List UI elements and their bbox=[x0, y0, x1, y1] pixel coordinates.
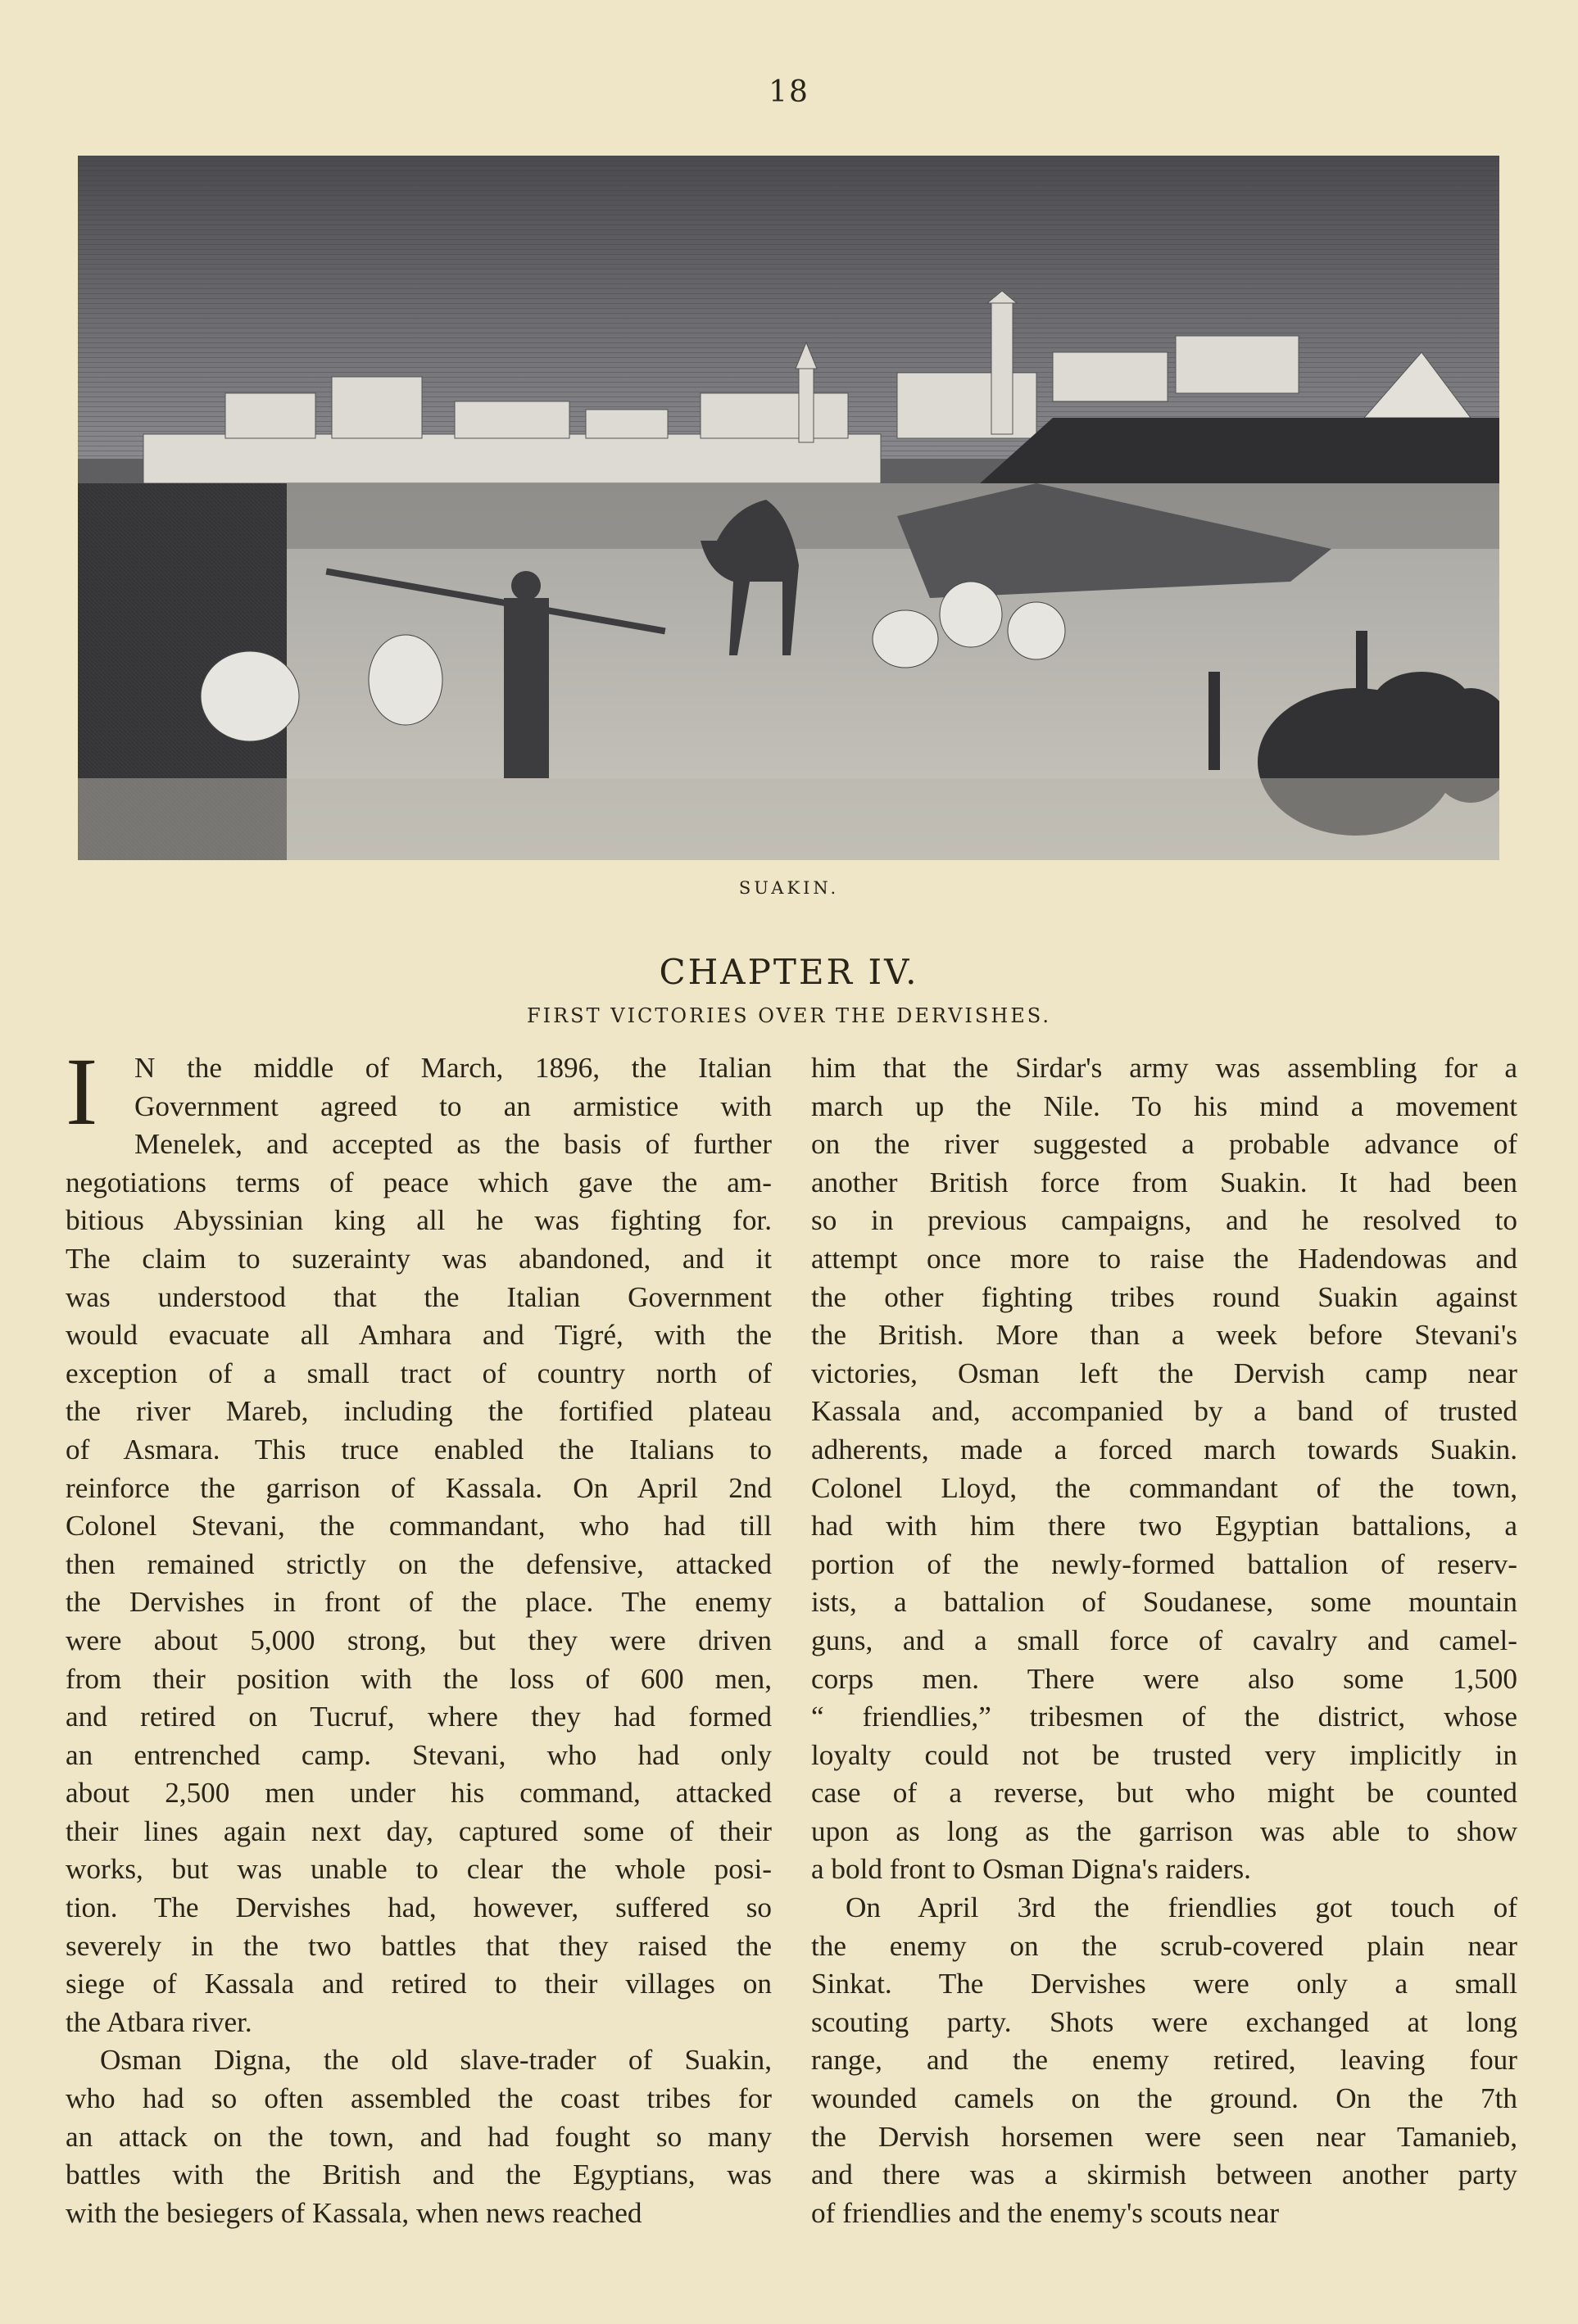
drop-cap: I bbox=[66, 1038, 98, 1145]
text-line: and retired on Tucruf, where they had formed bbox=[66, 1701, 772, 1733]
text-line: loyalty could not be trusted very implicitly in bbox=[811, 1738, 1517, 1771]
text-line: had with him there two Egyptian battalions, a bbox=[811, 1510, 1517, 1543]
text-line: the other fighting tribes round Suakin against bbox=[811, 1280, 1517, 1313]
page-number: 18 bbox=[769, 75, 809, 109]
text-line: about 2,500 men under his command, attacked bbox=[66, 1777, 772, 1810]
illustration-caption: SUAKIN. bbox=[738, 878, 840, 898]
text-line: wounded camels on the ground. On the 7th bbox=[811, 2082, 1517, 2115]
text-line: and there was a skirmish between another party bbox=[811, 2159, 1517, 2191]
text-line: N the middle of March, 1896, the Italian bbox=[134, 1052, 772, 1084]
text-line: corps men. There were also some 1,500 bbox=[811, 1662, 1517, 1695]
text-line: him that the Sirdar's army was assembling for a bbox=[811, 1052, 1517, 1084]
text-line: guns, and a small force of cavalry and camel- bbox=[811, 1624, 1517, 1656]
text-line: was understood that the Italian Government bbox=[66, 1280, 772, 1313]
text-line: the river Mareb, including the fortified plateau bbox=[66, 1395, 772, 1428]
chapter-title: CHAPTER IV. bbox=[659, 952, 919, 992]
text-line: negotiations terms of peace which gave the am- bbox=[66, 1166, 772, 1198]
text-line: exception of a small tract of country north of bbox=[66, 1357, 772, 1389]
text-line: Colonel Lloyd, the commandant of the town, bbox=[811, 1471, 1517, 1504]
text-line: reinforce the garrison of Kassala. On April 2nd bbox=[66, 1471, 772, 1504]
text-line: Menelek, and accepted as the basis of further bbox=[134, 1128, 772, 1161]
text-line: from their position with the loss of 600 men, bbox=[66, 1662, 772, 1695]
text-line: case of a reverse, but who might be counted bbox=[811, 1777, 1517, 1810]
text-line: so in previous campaigns, and he resolved to bbox=[811, 1204, 1517, 1237]
text-line: the Dervishes in front of the place. The enemy bbox=[66, 1586, 772, 1619]
text-line: Osman Digna, the old slave-trader of Suakin, bbox=[100, 2044, 772, 2077]
text-line: portion of the newly-formed battalion of reserv- bbox=[811, 1547, 1517, 1580]
text-line: on the river suggested a probable advance of bbox=[811, 1128, 1517, 1161]
text-line: another British force from Suakin. It had been bbox=[811, 1166, 1517, 1198]
text-line: range, and the enemy retired, leaving four bbox=[811, 2044, 1517, 2077]
text-line: the British. More than a week before Stevani's bbox=[811, 1319, 1517, 1352]
text-line: Sinkat. The Dervishes were only a small bbox=[811, 1968, 1517, 2000]
text-line: of Asmara. This truce enabled the Italians to bbox=[66, 1433, 772, 1466]
text-line: with the besiegers of Kassala, when news reached bbox=[66, 2196, 642, 2229]
text-line: an entrenched camp. Stevani, who had only bbox=[66, 1738, 772, 1771]
text-line: then remained strictly on the defensive, attacked bbox=[66, 1547, 772, 1580]
text-line: the Atbara river. bbox=[66, 2005, 252, 2038]
text-line: “ friendlies,” tribesmen of the district, whose bbox=[811, 1701, 1517, 1733]
text-line: bitious Abyssinian king all he was fighting for. bbox=[66, 1204, 772, 1237]
text-line: Kassala and, accompanied by a band of trusted bbox=[811, 1395, 1517, 1428]
suakin-illustration bbox=[78, 156, 1499, 860]
text-line: upon as long as the garrison was able to show bbox=[811, 1814, 1517, 1847]
text-line: attempt once more to raise the Hadendowas and bbox=[811, 1242, 1517, 1275]
chapter-subtitle: FIRST VICTORIES OVER THE DERVISHES. bbox=[526, 1004, 1052, 1027]
text-line: the Dervish horsemen were seen near Tamanieb, bbox=[811, 2120, 1517, 2153]
text-line: works, but was unable to clear the whole posi- bbox=[66, 1853, 772, 1886]
text-line: a bold front to Osman Digna's raiders. bbox=[811, 1853, 1251, 1886]
text-line: severely in the two battles that they raised the bbox=[66, 1929, 772, 1962]
left-column bbox=[66, 1038, 772, 2232]
text-line: their lines again next day, captured some of their bbox=[66, 1814, 772, 1847]
text-line: were about 5,000 strong, but they were driven bbox=[66, 1624, 772, 1656]
text-line: who had so often assembled the coast tribes for bbox=[66, 2082, 772, 2115]
text-line: victories, Osman left the Dervish camp near bbox=[811, 1357, 1517, 1389]
text-line: the enemy on the scrub-covered plain near bbox=[811, 1929, 1517, 1962]
text-line: ists, a battalion of Soudanese, some mountain bbox=[811, 1586, 1517, 1619]
text-line: an attack on the town, and had fought so many bbox=[66, 2120, 772, 2153]
text-line: siege of Kassala and retired to their villages on bbox=[66, 1968, 772, 2000]
text-line: The claim to suzerainty was abandoned, and it bbox=[66, 1242, 772, 1275]
text-line: On April 3rd the friendlies got touch of bbox=[846, 1891, 1517, 1924]
text-line: tion. The Dervishes had, however, suffered so bbox=[66, 1891, 772, 1924]
text-line: Colonel Stevani, the commandant, who had till bbox=[66, 1510, 772, 1543]
text-line: Government agreed to an armistice with bbox=[134, 1090, 772, 1122]
text-line: scouting party. Shots were exchanged at long bbox=[811, 2005, 1517, 2038]
text-line: battles with the British and the Egyptians, was bbox=[66, 2159, 772, 2191]
text-line: of friendlies and the enemy's scouts near bbox=[811, 2196, 1280, 2229]
right-column bbox=[811, 1049, 1517, 2232]
text-line: march up the Nile. To his mind a movement bbox=[811, 1090, 1517, 1122]
rampart bbox=[971, 418, 1499, 492]
text-line: would evacuate all Amhara and Tigré, with the bbox=[66, 1319, 772, 1352]
text-line: adherents, made a forced march towards Suakin. bbox=[811, 1433, 1517, 1466]
